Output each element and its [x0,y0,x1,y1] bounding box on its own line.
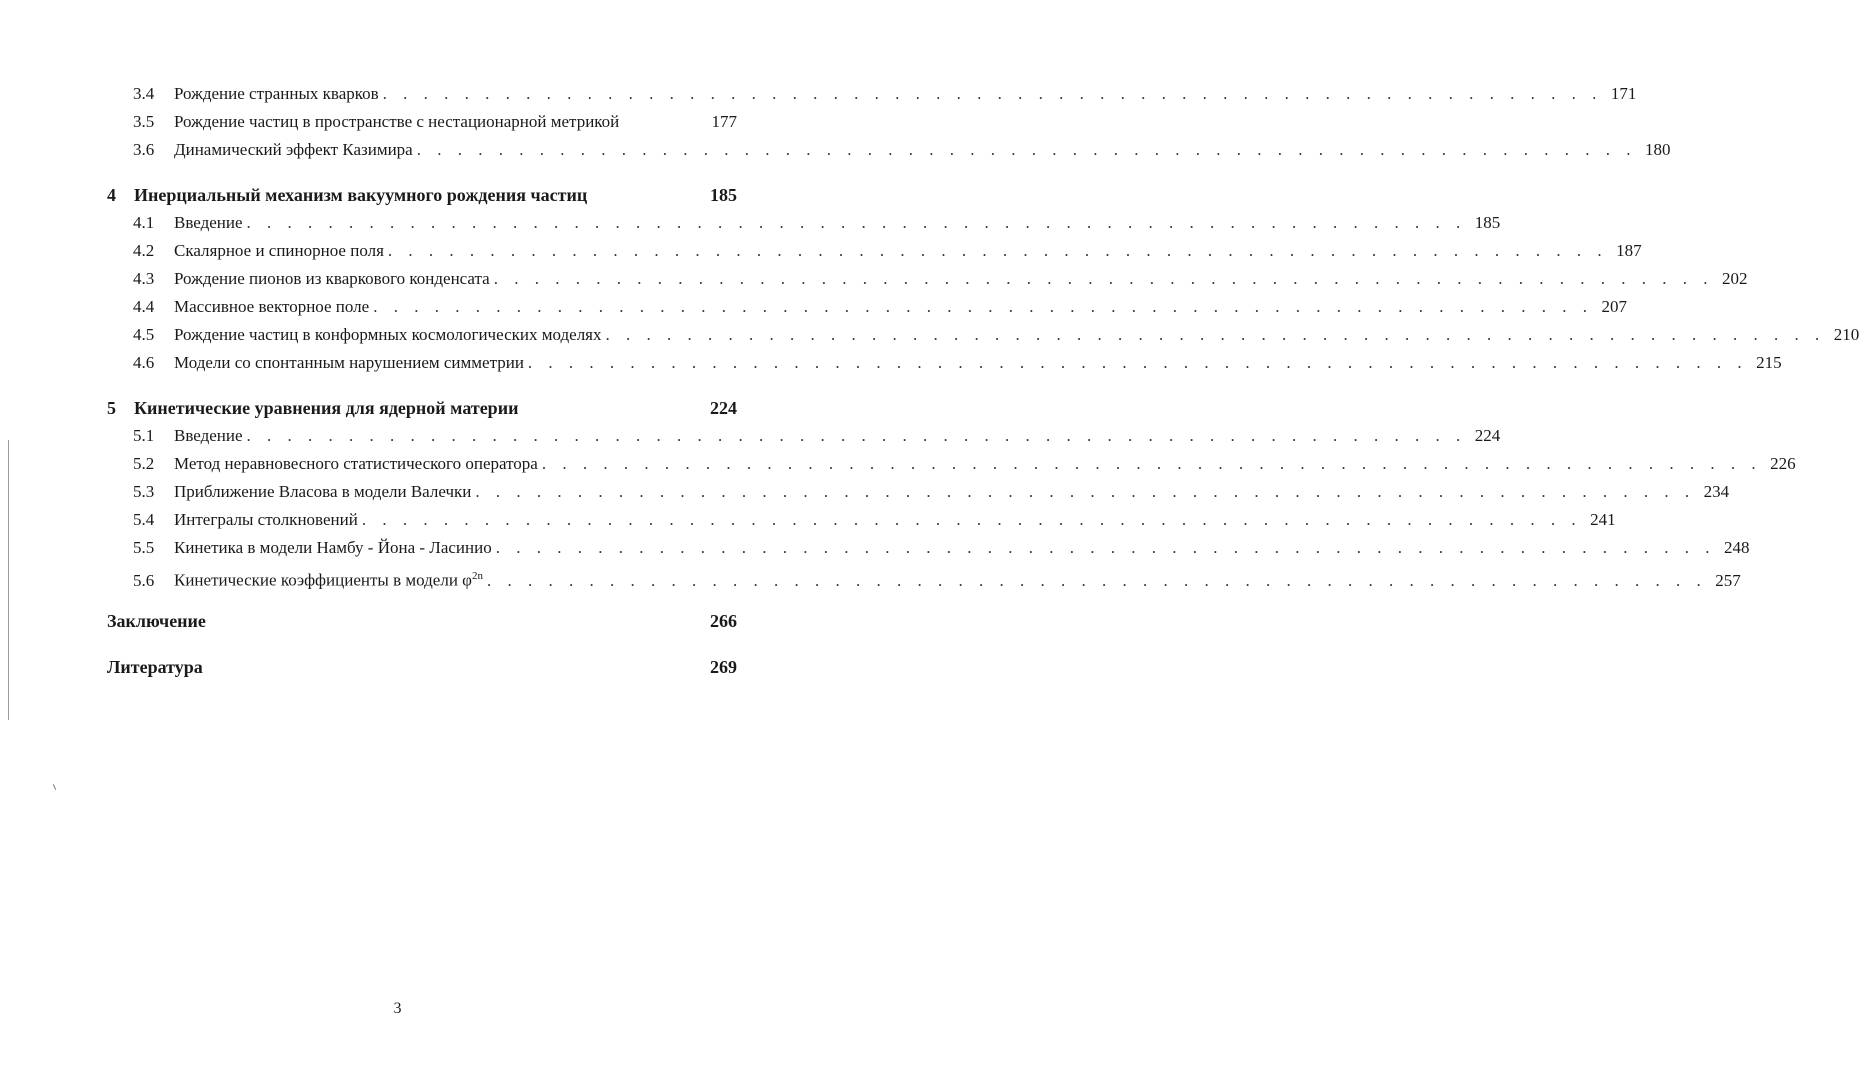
section-number: 5.3 [133,482,155,501]
section-title: Динамический эффект Казимира [174,140,413,159]
leader-dots [243,422,1471,450]
leader-dots [524,349,1752,377]
toc-literature[interactable] [107,653,737,681]
section-page: 241 [1590,510,1616,529]
section-page: 248 [1723,538,1750,557]
section-number: 5.4 [133,510,155,529]
section-page: 180 [1644,140,1671,159]
scan-artifact-line [8,440,9,720]
section-page: 171 [1610,84,1637,103]
toc-entry-4-2[interactable] [107,237,1642,265]
section-page: 185 [1474,213,1501,232]
leader-dots [413,136,1641,164]
section-title: Интегралы столкновений [174,510,358,529]
section-title: Скалярное и спинорное поля [174,241,384,260]
section-title: Модели со спонтанным нарушением симметрии [174,353,524,372]
section-page: 257 [1715,570,1741,590]
section-number: 5.1 [133,426,155,445]
table-of-contents [107,80,1859,681]
section-title: Рождение пионов из кваркового конденсата [174,269,490,288]
section-number: 4.5 [133,325,155,344]
chapter-title: Кинетические уравнения для ядерной материи [134,398,519,418]
section-number: 5.5 [133,538,155,557]
section-number: 3.5 [133,112,155,131]
section-number: 4.4 [133,297,155,316]
literature-title: Литература [107,657,203,677]
section-page: 187 [1616,241,1642,260]
section-page: 210 [1833,325,1859,344]
toc-entry-5-2[interactable] [107,450,1796,478]
section-title: Массивное векторное поле [174,297,370,316]
leader-dots [358,506,1586,534]
section-page: 226 [1770,454,1796,473]
leader-dots [483,567,1711,595]
section-title: Введение [174,426,243,445]
toc-entry-4-4[interactable] [107,293,1627,321]
section-page: 215 [1756,353,1782,372]
section-number: 4.2 [133,241,155,260]
section-title: Кинетика в модели Намбу - Йона - Ласинио [174,538,492,557]
scan-artifact-mark [53,784,56,790]
conclusion-page: 266 [710,611,737,631]
section-page: 224 [1474,426,1501,445]
toc-entry-4-6[interactable] [107,349,1782,377]
section-title [174,562,483,595]
section-number: 3.4 [133,84,155,103]
toc-chapter-5[interactable] [107,394,737,422]
section-page: 177 [711,112,737,131]
toc-entry-5-5[interactable] [107,534,1750,562]
toc-conclusion[interactable] [107,607,737,635]
leader-dots [471,478,1699,506]
section-page: 202 [1721,269,1748,288]
page-number: 3 [393,1000,402,1017]
section-number: 5.6 [133,570,155,590]
leader-dots [384,237,1612,265]
section-title: Рождение странных кварков [174,84,379,103]
section-title: Рождение частиц в пространстве с нестационарной метрикой [174,112,620,131]
chapter-page: 224 [710,398,737,418]
toc-entry-5-1[interactable] [107,422,1501,450]
literature-page: 269 [710,657,737,677]
section-title: Приближение Власова в модели Валечки [174,482,472,501]
section-number: 4.3 [133,269,155,288]
leader-dots [369,293,1597,321]
section-number: 5.2 [133,454,155,473]
toc-chapter-4[interactable] [107,181,737,209]
section-title: Рождение частиц в конформных космологических моделях [174,325,602,344]
leader-dots [243,209,1471,237]
section-title: Метод неравновесного статистического оператора [174,454,538,473]
chapter-number: 5 [107,398,116,418]
toc-entry-3-4[interactable] [107,80,1637,108]
section-number: 4.1 [133,213,155,232]
chapter-page: 185 [710,185,737,205]
toc-entry-3-5[interactable] [107,108,737,136]
section-page: 234 [1703,482,1730,501]
section-page: 207 [1601,297,1627,316]
leader-dots [379,80,1607,108]
toc-entry-4-1[interactable] [107,209,1501,237]
toc-entry-4-3[interactable] [107,265,1748,293]
toc-entry-5-6[interactable] [107,562,1741,590]
leader-dots [602,321,1830,349]
toc-entry-5-4[interactable] [107,506,1616,534]
section-title-text: Кинетические коэффициенты в модели φ [174,570,472,590]
leader-dots [538,450,1766,478]
formula-superscript: 2n [471,570,483,582]
toc-entry-5-3[interactable] [107,478,1730,506]
section-title: Введение [174,213,243,232]
conclusion-title: Заключение [107,611,206,631]
leader-dots [490,265,1718,293]
section-number: 3.6 [133,140,155,159]
toc-entry-3-6[interactable] [107,136,1671,164]
toc-entry-4-5[interactable] [107,321,1859,349]
leader-dots [492,534,1720,562]
chapter-number: 4 [107,185,116,205]
section-number: 4.6 [133,353,155,372]
chapter-title: Инерциальный механизм вакуумного рождения частиц [134,185,588,205]
